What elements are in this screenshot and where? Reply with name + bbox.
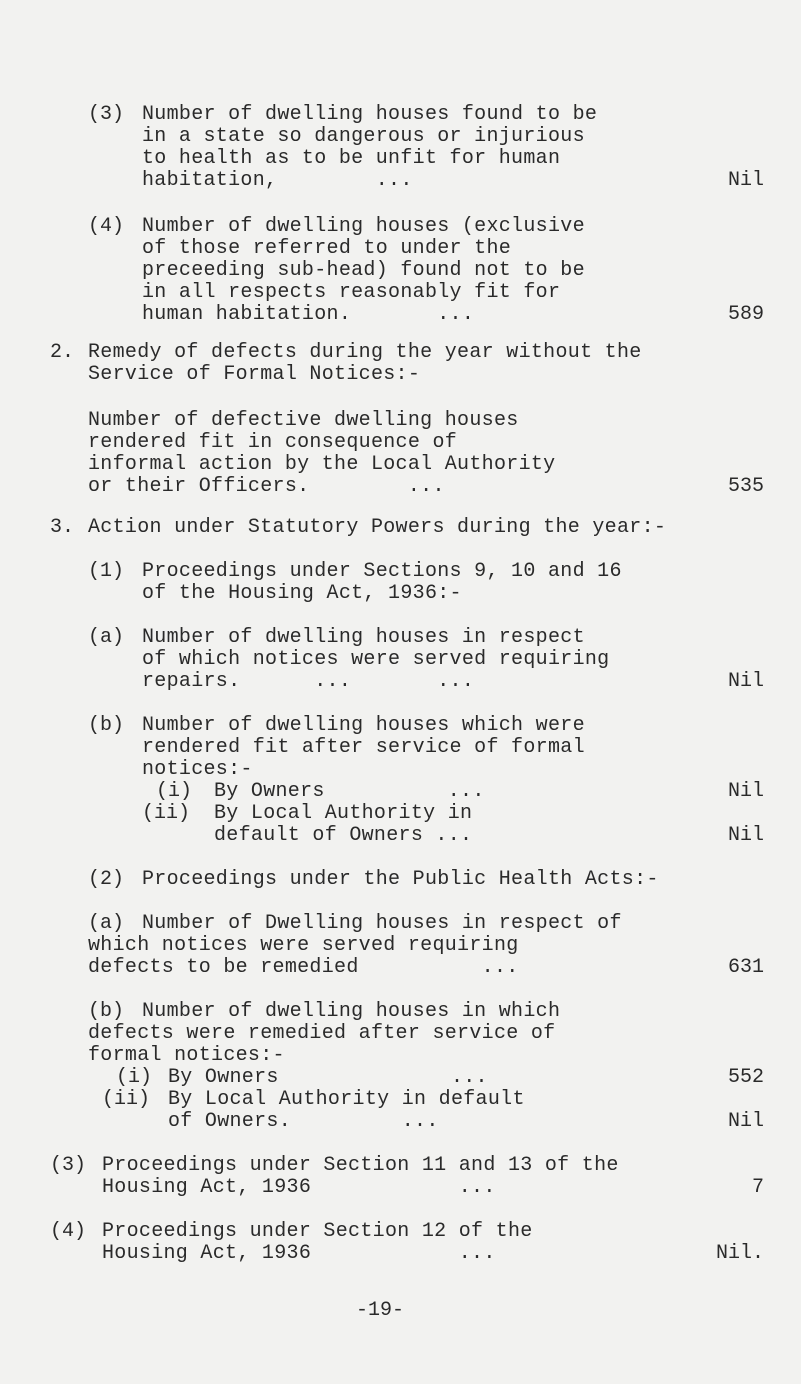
text-line: formal notices:- (88, 1044, 285, 1067)
item-label: (b) (88, 714, 125, 737)
value-cell: 535 (727, 475, 764, 498)
value-cell: Nil (727, 169, 764, 192)
text-line: in a state so dangerous or injurious (142, 125, 585, 148)
text-line: in all respects reasonably fit for (142, 281, 561, 304)
text-line: Number of dwelling houses which were (142, 714, 585, 737)
value-cell: 589 (727, 303, 764, 326)
item-label: (ii) (142, 802, 191, 825)
text-line: Proceedings under Sections 9, 10 and 16 (142, 560, 622, 583)
text-line: of which notices were served requiring (142, 648, 610, 671)
text-line: Service of Formal Notices:- (88, 363, 421, 386)
text-line: human habitation. ... (142, 303, 475, 326)
text-line: Number of dwelling houses (exclusive (142, 215, 585, 238)
text-line: By Owners ... (168, 1066, 488, 1089)
value-cell: Nil (727, 1110, 764, 1133)
page-number: -19- (356, 1299, 405, 1322)
text-line: of the Housing Act, 1936:- (142, 582, 462, 605)
text-line: defects were remedied after service of (88, 1022, 556, 1045)
text-line: Number of Dwelling houses in respect of (142, 912, 622, 935)
value-cell: Nil (727, 780, 764, 803)
value-cell: Nil. (715, 1242, 764, 1265)
value-cell: Nil (727, 824, 764, 847)
text-line: Number of defective dwelling houses (88, 409, 519, 432)
text-line: By Local Authority in (214, 802, 473, 825)
item-label: (i) (156, 780, 193, 803)
text-line: Number of dwelling houses found to be (142, 103, 598, 126)
item-label: (i) (116, 1066, 153, 1089)
text-line: Housing Act, 1936 ... (102, 1176, 496, 1199)
text-line: of those referred to under the (142, 237, 512, 260)
item-label: (3) (50, 1154, 87, 1177)
text-line: default of Owners ... (214, 824, 473, 847)
section-title: Action under Statutory Powers during the year:- (88, 516, 667, 539)
text-line: rendered fit in consequence of (88, 431, 458, 454)
value-cell: Nil (727, 670, 764, 693)
item-label: (a) (88, 626, 125, 649)
section-label: 2. (50, 341, 75, 364)
text-line: rendered fit after service of formal (142, 736, 585, 759)
text-line: Proceedings under Section 11 and 13 of the (102, 1154, 619, 1177)
text-line: Housing Act, 1936 ... (102, 1242, 496, 1265)
item-label: (4) (88, 215, 125, 238)
value-cell: 631 (727, 956, 764, 979)
item-label: (b) (88, 1000, 125, 1023)
text-line: habitation, ... (142, 169, 413, 192)
text-line: informal action by the Local Authority (88, 453, 556, 476)
value-cell: 552 (727, 1066, 764, 1089)
text-line: to health as to be unfit for human (142, 147, 561, 170)
text-line: Remedy of defects during the year without the (88, 341, 642, 364)
item-label: (2) (88, 868, 125, 891)
text-line: of Owners. ... (168, 1110, 439, 1133)
item-label: (a) (88, 912, 125, 935)
text-line: By Local Authority in default (168, 1088, 525, 1111)
text-line: By Owners ... (214, 780, 485, 803)
text-line: preceeding sub-head) found not to be (142, 259, 585, 282)
value-cell: 7 (751, 1176, 764, 1199)
text-line: Number of dwelling houses in which (142, 1000, 561, 1023)
text-line: defects to be remedied ... (88, 956, 519, 979)
section-label: 3. (50, 516, 75, 539)
item-label: (3) (88, 103, 125, 126)
text-line: Proceedings under Section 12 of the (102, 1220, 533, 1243)
text-line: Proceedings under the Public Health Acts:- (142, 868, 659, 891)
text-line: which notices were served requiring (88, 934, 519, 957)
text-line: repairs. ... ... (142, 670, 475, 693)
text-line: notices:- (142, 758, 253, 781)
item-label: (4) (50, 1220, 87, 1243)
text-line: or their Officers. ... (88, 475, 445, 498)
item-label: (ii) (102, 1088, 151, 1111)
text-line: Number of dwelling houses in respect (142, 626, 585, 649)
item-label: (1) (88, 560, 125, 583)
